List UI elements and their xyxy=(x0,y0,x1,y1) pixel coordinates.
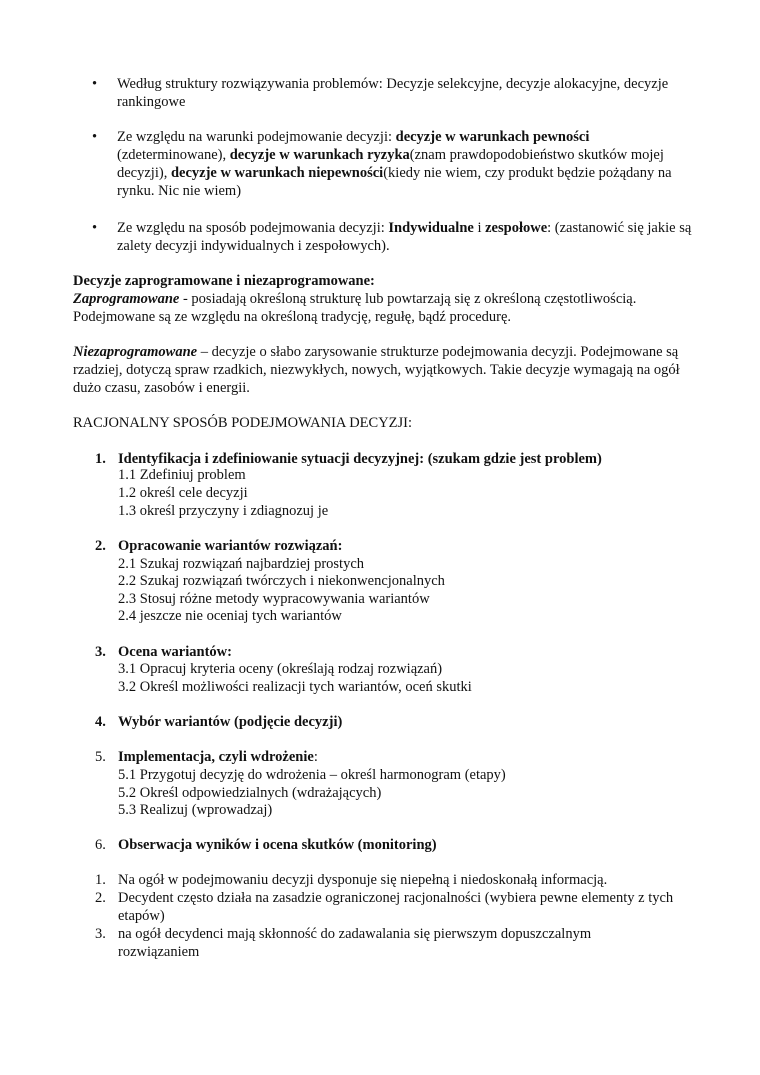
step-number: 6. xyxy=(95,837,106,853)
step-number: 1. xyxy=(95,451,106,467)
paragraph-unprogrammed xyxy=(73,343,693,397)
text-run: : (zastanowić się jakie są zalety decyzji indywidualnych i zespołowych). xyxy=(117,220,692,254)
substep: 2.2 Szukaj rozwiązań twórczych i niekonwencjonalnych xyxy=(118,573,445,589)
substep: 3.1 Opracuj kryteria oceny (określają rodzaj rozwiązań) xyxy=(118,661,443,677)
step-number: 3. xyxy=(95,644,106,660)
substep: 2.4 jeszcze nie oceniaj tych wariantów xyxy=(118,608,342,624)
bold-term: decyzje w warunkach niepewności xyxy=(170,165,384,181)
step-title-tail: : xyxy=(313,749,318,765)
bold-term: zespołowe xyxy=(485,220,548,236)
substep: 5.3 Realizuj (wprowadzaj) xyxy=(118,802,273,818)
bullet-text: Według struktury rozwiązywania problemów: Decyzje selekcyjne, decyzje alokacyjne, decyzje rankingowe xyxy=(117,76,669,110)
step-number: 5. xyxy=(95,749,106,765)
substep: 2.3 Stosuj różne metody wypracowywania wariantów xyxy=(118,591,430,607)
step-title: Implementacja, czyli wdrożenie xyxy=(118,749,314,765)
substep: 1.3 określ przyczyny i zdiagnozuj je xyxy=(118,503,329,519)
definition-text: - posiadają określoną strukturę lub powtarzają się z określoną częstotliwością. Podejmowane są ze względu na określoną tradycję, regułę, bądź procedurę. xyxy=(73,291,637,325)
bold-term: decyzje w warunkach ryzyka xyxy=(229,147,410,163)
step-title: Obserwacja wyników i ocena skutków (monitoring) xyxy=(118,837,437,853)
substep: 5.1 Przygotuj decyzję do wdrożenia – określ harmonogram (etapy) xyxy=(118,767,506,783)
note-number: 1. xyxy=(95,872,106,888)
definition-text: – decyzje o słabo zarysowanie strukturze podejmowania decyzji. Podejmowane są rzadziej, dotyczą spraw rzadkich, niezwykłych, nowych, wyjątkowych. Takie decyzje wymagają na ogół dużo czasu, zasobów i energii. xyxy=(73,344,680,396)
substep: 5.2 Określ odpowiedzialnych (wdrażających) xyxy=(118,785,382,801)
bullet-icon: • xyxy=(92,76,98,92)
term-programmed: Zaprogramowane xyxy=(73,291,180,307)
note-number: 3. xyxy=(95,926,106,942)
section-heading-rational: RACJONALNY SPOSÓB PODEJMOWANIA DECYZJI: xyxy=(73,415,413,431)
text-run: (zdeterminowane), xyxy=(117,147,230,163)
bullet-icon: • xyxy=(92,220,98,236)
section-heading-programmed: Decyzje zaprogramowane i niezaprogramowane: xyxy=(73,273,375,289)
step-number: 2. xyxy=(95,538,106,554)
text-run: (kiedy nie wiem, czy produkt będzie pożądany na rynku. Nic nie wiem) xyxy=(117,165,672,199)
step-title: Wybór wariantów (podjęcie decyzji) xyxy=(118,714,343,730)
text-run: i xyxy=(473,220,486,236)
bullet-text xyxy=(117,219,697,255)
note-text: na ogół decydenci mają skłonność do zadawalania się pierwszym dopuszczalnym rozwiązaniem xyxy=(118,926,592,960)
bold-term: Indywidualne xyxy=(388,220,474,236)
text-run: (znam prawdopodobieństwo skutków mojej decyzji), xyxy=(117,147,664,181)
bullet-text xyxy=(117,128,697,200)
paragraph-programmed xyxy=(73,290,693,326)
note-text: Na ogół w podejmowaniu decyzji dysponuje się niepełną i niedoskonałą informacją. xyxy=(118,872,608,888)
step-title: Identyfikacja i zdefiniowanie sytuacji decyzyjnej: (szukam gdzie jest problem) xyxy=(118,451,602,467)
step-title: Opracowanie wariantów rozwiązań: xyxy=(118,538,343,554)
bold-term: decyzje w warunkach pewności xyxy=(395,129,590,145)
text-run: Ze względu na sposób podejmowania decyzji: xyxy=(117,220,389,236)
text-run: Ze względu na warunki podejmowanie decyzji: xyxy=(117,129,396,145)
step-title: Ocena wariantów: xyxy=(118,644,232,660)
note-text: Decydent często działa na zasadzie ograniczonej racjonalności (wybiera pewne elementy z tych etapów) xyxy=(118,890,674,924)
substep: 2.1 Szukaj rozwiązań najbardziej prostych xyxy=(118,556,365,572)
step-number: 4. xyxy=(95,714,106,730)
note-number: 2. xyxy=(95,890,106,906)
substep: 1.1 Zdefiniuj problem xyxy=(118,467,246,483)
substep: 1.2 określ cele decyzji xyxy=(118,485,248,501)
bullet-icon: • xyxy=(92,129,98,145)
step-title-line xyxy=(118,748,318,766)
term-unprogrammed: Niezaprogramowane xyxy=(73,344,198,360)
substep: 3.2 Określ możliwości realizacji tych wariantów, oceń skutki xyxy=(118,679,472,695)
